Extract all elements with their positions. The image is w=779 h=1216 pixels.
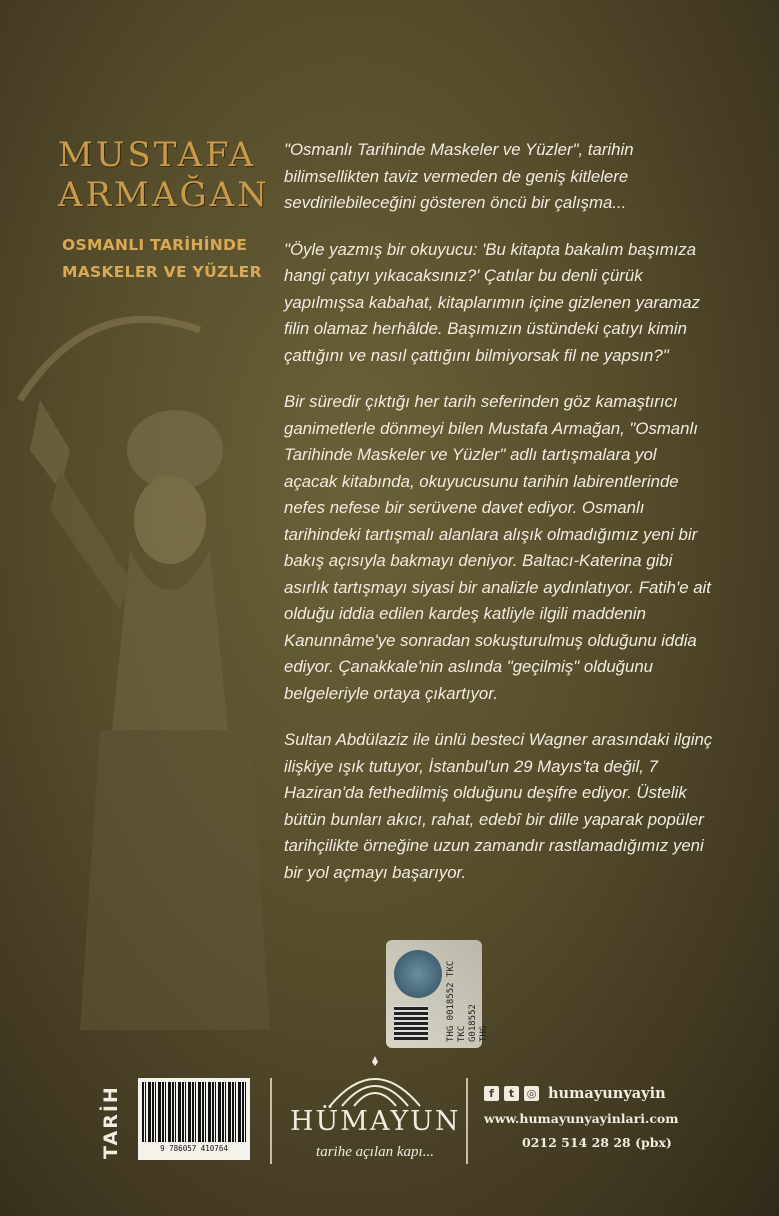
qr-code-icon bbox=[394, 1006, 428, 1040]
author-name bbox=[58, 135, 270, 215]
blurb-paragraph-3: Bir süredir çıktığı her tarih seferinden göz kamaştırıcı ganimetlerle dönmeyi bilen Mustafa Armağan, "Osmanlı Tarihinde Maskeler ve Yüzler" adlı tartışmalara yol açacak kitabında, okuyucusunu tarihin labirentlerinde nefes nefese bir serüvene davet ediyor. Osmanlı tarihindeki tartışmalı alanlara alışık olmadığımız yeni bir bakış açısıyla bakmayı deniyor. Baltacı-Katerina gibi asırlık tartışmayı siyasi bir analizle aydınlatıyor. Fatih'e ait olduğu iddia edilen kardeş katliyle ilgili maddenin Kanunnâme'ye sonradan sokuşturulmuş olduğunu iddia ediyor. Çanakkale'nin aslında "geçilmiş" olduğunu belgeleriyle ortaya çıkartıyor. bbox=[284, 392, 711, 703]
isbn-number: 9 786057 410764 bbox=[160, 1144, 228, 1153]
sticker-code-line: THG bbox=[479, 1025, 489, 1042]
category-label: TARİH bbox=[100, 1085, 122, 1159]
website-url: www.humayunyayinlari.com bbox=[484, 1111, 679, 1126]
facebook-icon: f bbox=[484, 1086, 499, 1101]
ottoman-figure-illustration bbox=[0, 250, 280, 1030]
author-last-name: ARMAĞAN bbox=[58, 175, 270, 215]
blurb-paragraph-4: Sultan Abdülaziz ile ünlü besteci Wagner arasındaki ilginç ilişkiye ışık tutuyor, İstanbul'un 29 Mayıs'ta değil, 7 Haziran'da fethedilmiş olduğunu deşifre ediyor. Üstelik bütün bunları akıcı, rahat, edebî bir dille yaparak popüler tarihçilikte örneğine uzun zamandır rastlamadığımız yeni bir yol açmayı başarıyor. bbox=[284, 730, 713, 882]
phone-number: 0212 514 28 28 (pbx) bbox=[522, 1135, 672, 1150]
sticker-codes bbox=[446, 961, 490, 1042]
book-title-line-1: OSMANLI TARİHİNDE bbox=[62, 236, 248, 254]
sticker-code-line: TKC bbox=[457, 1025, 467, 1042]
publisher-name: HÜMAYUN bbox=[290, 1106, 461, 1137]
back-cover-blurb bbox=[284, 137, 714, 906]
book-title bbox=[62, 232, 272, 286]
footer-divider bbox=[270, 1078, 272, 1164]
sticker-code-line: THG 0018552 TKC bbox=[446, 960, 456, 1042]
publisher-arch-icon bbox=[320, 1052, 430, 1108]
sticker-code-line: G018552 bbox=[468, 1004, 478, 1042]
barcode-bars bbox=[142, 1082, 246, 1142]
book-title-line-2: MASKELER VE YÜZLER bbox=[62, 263, 262, 281]
publisher-slogan: tarihe açılan kapı... bbox=[316, 1144, 434, 1160]
blurb-paragraph-1: "Osmanlı Tarihinde Maskeler ve Yüzler", tarihin bilimsellikten taviz vermeden de geniş kitlelere sevdirilebileceğini gösteren öncü bir çalışma... bbox=[284, 140, 634, 212]
publisher-contact bbox=[484, 1085, 724, 1150]
isbn-barcode bbox=[138, 1078, 250, 1160]
footer-divider bbox=[466, 1078, 468, 1164]
hologram-seal-icon bbox=[394, 950, 442, 998]
publisher-logo bbox=[290, 1052, 460, 1172]
instagram-icon: ◎ bbox=[524, 1086, 539, 1101]
blurb-paragraph-2: "Öyle yazmış bir okuyucu: 'Bu kitapta bakalım başımıza hangi çatıyı yıkacaksınız?' Çatılar bu denli çürük yapılmışsa kabahat, kitaplarımın içine gizlenen yaramaz filin olamaz herhâlde. Başımızın üstündeki çatıyı kimin çattığını ve nasıl çattığını bilmiyorsak fil ne yapsın?" bbox=[284, 239, 700, 365]
social-handle: humayunyayin bbox=[548, 1085, 666, 1102]
social-row bbox=[484, 1085, 724, 1102]
banderol-sticker bbox=[386, 940, 489, 1048]
author-first-name: MUSTAFA bbox=[58, 135, 257, 175]
twitter-icon: t bbox=[504, 1086, 519, 1101]
